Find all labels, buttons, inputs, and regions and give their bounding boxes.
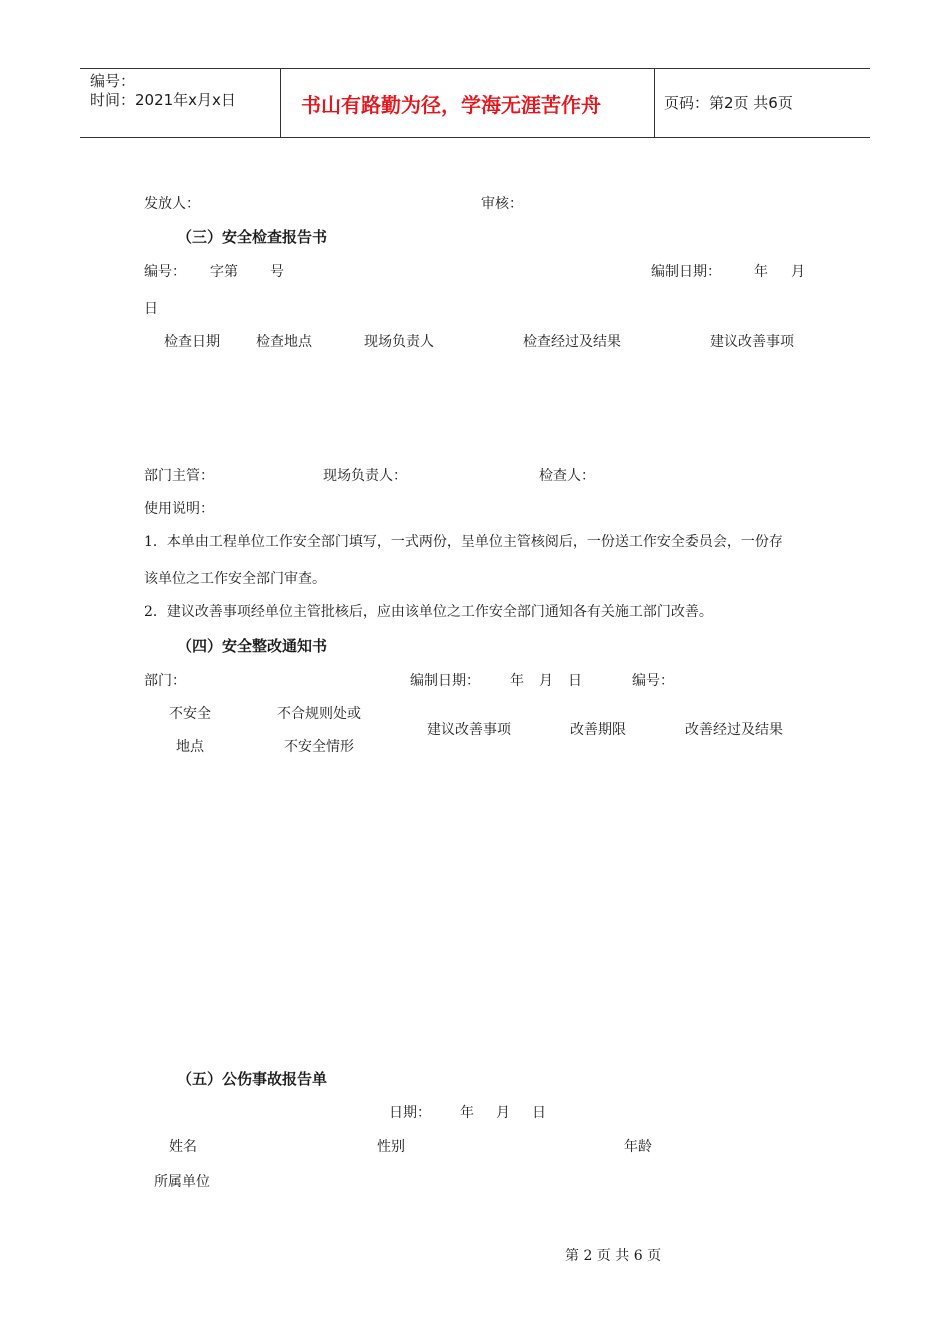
section4-col1-line1: 不安全 bbox=[169, 706, 211, 722]
instruction-1-line1: 1．本单由工程单位工作安全部门填写，一式两份，呈单位主管核阅后，一份送工作安全委员会，一份存 bbox=[144, 534, 783, 550]
section4-day: 日 bbox=[568, 673, 582, 689]
section3-year: 年 bbox=[754, 264, 768, 280]
section5-year: 年 bbox=[460, 1105, 474, 1121]
section5-title: （五）公伤事故报告单 bbox=[177, 1070, 328, 1088]
section3-day: 日 bbox=[144, 301, 158, 317]
header-divider bbox=[654, 69, 655, 137]
issuer-label: 发放人： bbox=[144, 196, 200, 212]
section3-title: （三）安全检查报告书 bbox=[177, 228, 328, 246]
section5-day: 日 bbox=[532, 1105, 546, 1121]
page-footer: 第 2 页 共 6 页 bbox=[565, 1248, 662, 1264]
header-number-label: 编号： bbox=[90, 72, 136, 90]
instruction-1-line2: 该单位之工作安全部门审查。 bbox=[144, 571, 326, 587]
section3-number-suffix: 号 bbox=[270, 264, 284, 280]
section5-age: 年龄 bbox=[624, 1139, 652, 1155]
section4-col2-line1: 不合规则处或 bbox=[277, 706, 361, 722]
page-header bbox=[80, 68, 870, 138]
section3-col-person: 现场负责人 bbox=[364, 334, 434, 350]
section4-col2-line2: 不安全情形 bbox=[284, 739, 354, 755]
section5-date: 日期： bbox=[389, 1105, 431, 1121]
header-time-label: 时间：2021年x月x日 bbox=[90, 91, 236, 109]
section4-col5: 改善经过及结果 bbox=[685, 722, 783, 738]
section5-name: 姓名 bbox=[169, 1139, 197, 1155]
section3-number-fill: 字第 bbox=[210, 264, 238, 280]
section5-month: 月 bbox=[496, 1105, 510, 1121]
section3-col-suggest: 建议改善事项 bbox=[710, 334, 794, 350]
section3-col-location: 检查地点 bbox=[256, 334, 312, 350]
header-divider bbox=[280, 69, 281, 137]
section4-col4: 改善期限 bbox=[570, 722, 626, 738]
section3-col-process: 检查经过及结果 bbox=[523, 334, 621, 350]
section4-title: （四）安全整改通知书 bbox=[177, 637, 328, 655]
section4-year: 年 bbox=[510, 673, 524, 689]
section4-number: 编号： bbox=[632, 673, 674, 689]
section3-month: 月 bbox=[791, 264, 805, 280]
section3-signer-inspector: 检查人： bbox=[539, 468, 595, 484]
section3-signer-onsite: 现场负责人： bbox=[323, 468, 407, 484]
reviewer-label: 审核： bbox=[481, 196, 523, 212]
section5-unit: 所属单位 bbox=[154, 1174, 210, 1190]
header-page-code: 页码：第2页 共6页 bbox=[664, 94, 793, 112]
section4-department: 部门： bbox=[144, 673, 186, 689]
section4-month: 月 bbox=[539, 673, 553, 689]
header-motto: 书山有路勤为径，学海无涯苦作舟 bbox=[301, 93, 601, 117]
instructions-label: 使用说明： bbox=[144, 501, 214, 517]
section3-signer-dept: 部门主管： bbox=[144, 468, 214, 484]
section4-col3: 建议改善事项 bbox=[427, 722, 511, 738]
section3-col-date: 检查日期 bbox=[164, 334, 220, 350]
instruction-2: 2．建议改善事项经单位主管批核后，应由该单位之工作安全部门通知各有关施工部门改善。 bbox=[144, 604, 713, 620]
section5-gender: 性别 bbox=[377, 1139, 405, 1155]
section4-compile-date: 编制日期： bbox=[410, 673, 480, 689]
section3-compile-date: 编制日期： bbox=[651, 264, 721, 280]
section4-col1-line2: 地点 bbox=[176, 739, 204, 755]
section3-number-label: 编号： bbox=[144, 264, 186, 280]
